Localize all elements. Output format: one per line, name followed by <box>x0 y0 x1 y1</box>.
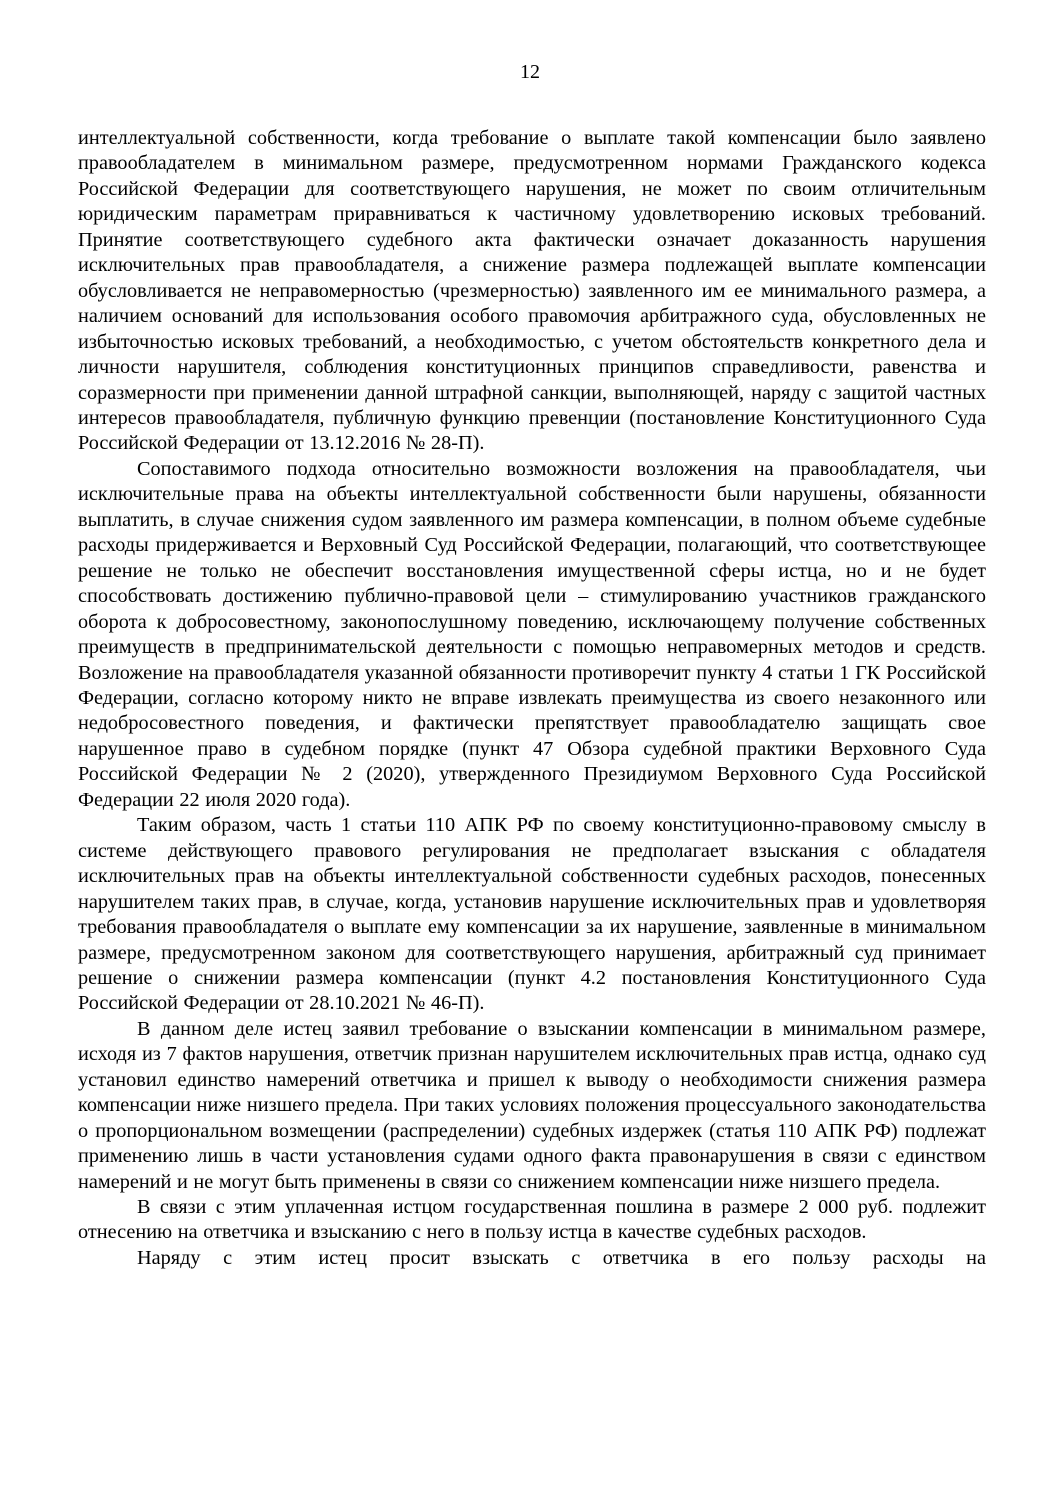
paragraph-continuation: интеллектуальной собственности, когда требование о выплате такой компенсации было заявлено правообладателем в минимальном размере, предусмотренном нормами Гражданского кодекса Российской Федерации для соответствующего нарушения, не может по своим отличительным юридическим параметрам приравниваться к частичному удовлетворению исковых требований. Принятие соответствующего судебного акта фактически означает доказанность нарушения исключительных прав правообладателя, а снижение размера подлежащей выплате компенсации обусловливается не неправомерностью (чрезмерностью) заявленного им ее минимального размера, а наличием оснований для использования особого правомочия арбитражного суда, обусловленных не избыточностью исковых требований, а необходимостью, с учетом обстоятельств конкретного дела и личности нарушителя, соблюдения конституционных принципов справедливости, равенства и соразмерности при применении данной штрафной санкции, выполняющей, наряду с защитой частных интересов правообладателя, публичную функцию превенции (постановление Конституционного Суда Российской Федерации от 13.12.2016 № 28-П). <box>78 127 986 455</box>
document-body <box>78 126 986 1271</box>
paragraph-article-110-apk: Таким образом, часть 1 статьи 110 АПК РФ по своему конституционно-правовому смыслу в системе действующего правового регулирования не предполагает взыскания с обладателя исключительных прав на объекты интеллектуальной собственности судебных расходов, понесенных нарушителем таких прав, в случае, когда, установив нарушение исключительных прав и удовлетворяя требования правообладателя о выплате ему компенсации за их нарушение, заявленные в минимальном размере, предусмотренном законом для соответствующего нарушения, арбитражный суд принимает решение о снижении размера компенсации (пункт 4.2 постановления Конституционного Суда Российской Федерации от 28.10.2021 № 46-П). <box>78 814 986 1015</box>
paragraph-state-duty: В связи с этим уплаченная истцом государственная пошлина в размере 2 000 руб. подлежит отнесению на ответчика и взысканию с него в пользу истца в качестве судебных расходов. <box>78 1196 986 1244</box>
paragraph-current-case: В данном деле истец заявил требование о взыскании компенсации в минимальном размере, исходя из 7 фактов нарушения, ответчик признан нарушителем исключительных прав истца, однако суд установил единство намерений ответчика и пришел к выводу о необходимости снижения размера компенсации ниже низшего предела. При таких условиях положения процессуального законодательства о пропорциональном возмещении (распределении) судебных издержек (статья 110 АПК РФ) подлежат применению лишь в части установления судами одного факта правонарушения в связи с единством намерений и не могут быть применены в связи со снижением компенсации ниже низшего предела. <box>78 1017 986 1193</box>
page-number: 12 <box>520 61 540 83</box>
paragraph-comparable-approach: Сопоставимого подхода относительно возможности возложения на правообладателя, чьи исключительные права на объекты интеллектуальной собственности были нарушены, обязанности выплатить, в случае снижения судом заявленного им размера компенсации, в полном объеме судебные расходы придерживается и Верховный Суд Российской Федерации, полагающий, что соответствующее решение не только не обеспечит восстановления имущественной сферы истца, но и не будет способствовать достижению публично-правовой цели – стимулированию участников гражданского оборота к добросовестному, законопослушному поведению, исключающему получение собственных преимуществ в предпринимательской деятельности с помощью неправомерных методов и средств. Возложение на правообладателя указанной обязанности противоречит пункту 4 статьи 1 ГК Российской Федерации, согласно которому никто не вправе извлекать преимущества из своего незаконного или недобросовестного поведения, и фактически препятствует правообладателю защищать свое нарушенное право в судебном порядке (пункт 47 Обзора судебной практики Верховного Суда Российской Федерации № 2 (2020), утвержденного Президиумом Верховного Суда Российской Федерации 22 июля 2020 года). <box>78 457 986 811</box>
paragraph-additional-claim: Наряду с этим истец просит взыскать с ответчика в его пользу расходы на <box>137 1246 986 1269</box>
